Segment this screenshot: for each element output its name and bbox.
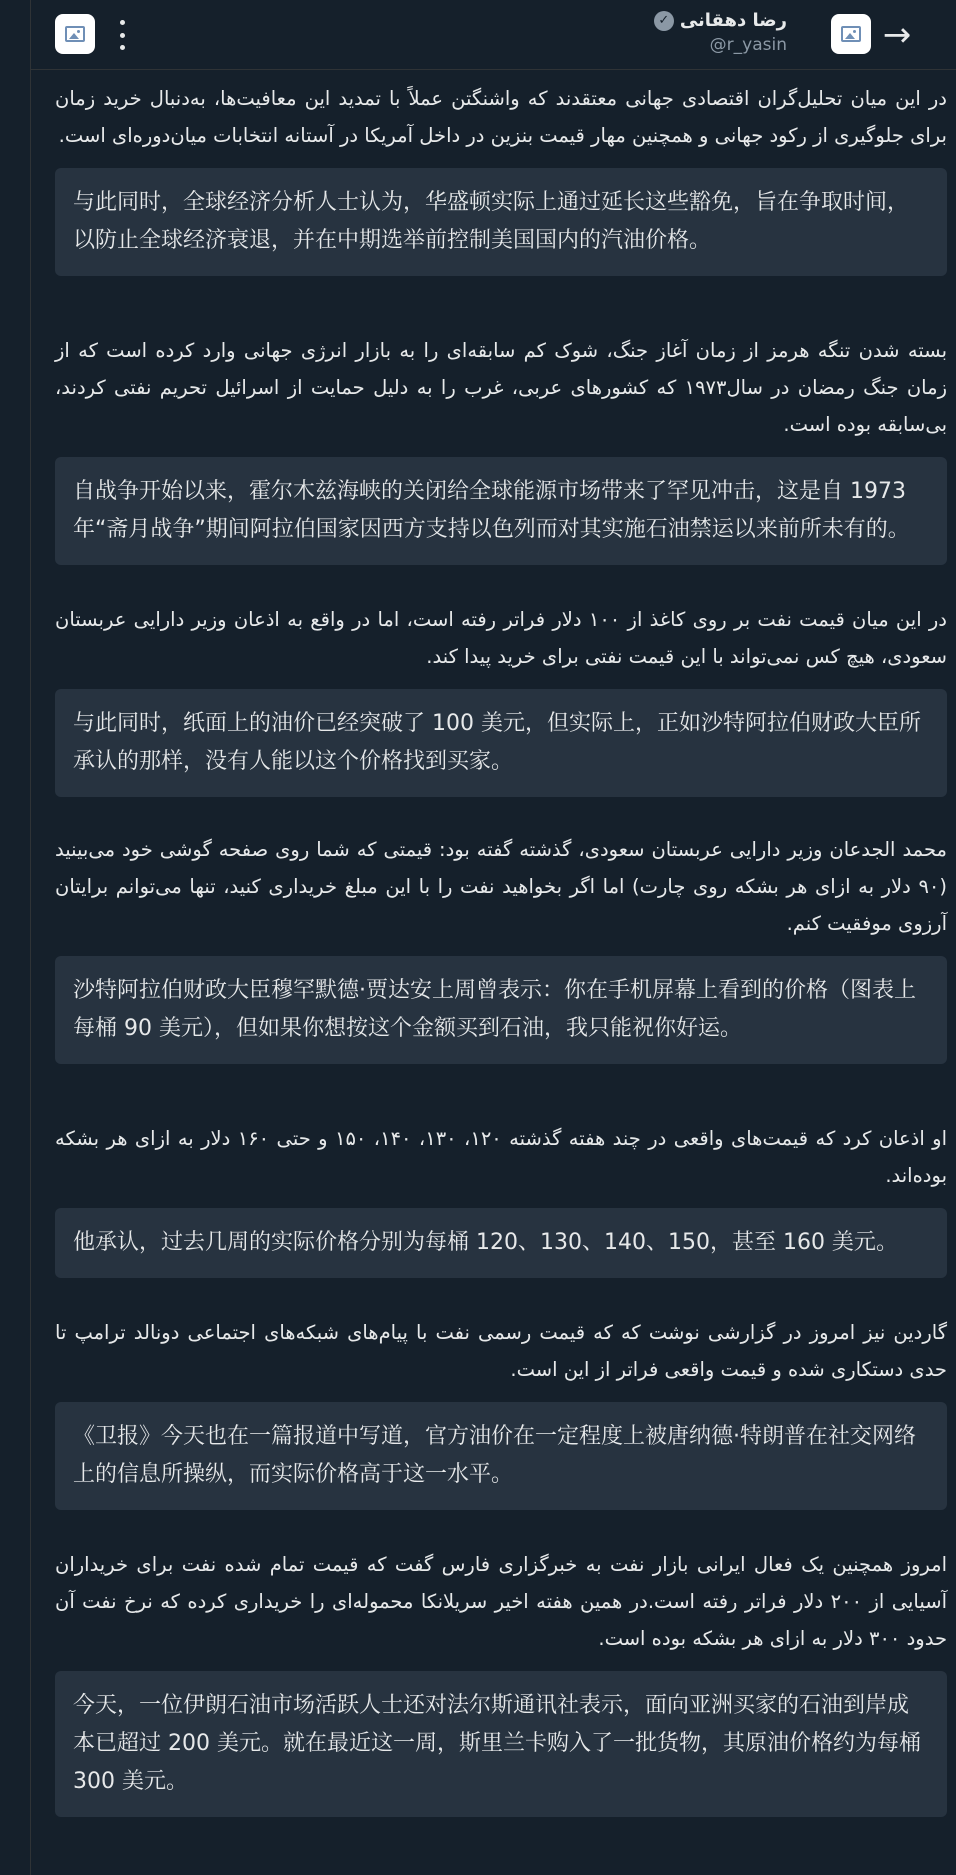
image-icon[interactable] (55, 14, 95, 54)
chinese-translation-box: 与此同时，全球经济分析人士认为，华盛顿实际上通过延长这些豁免，旨在争取时间，以防止全球经济衰退，并在中期选举前控制美国国内的汽油价格。 (55, 168, 947, 276)
author-name: رضا دهقانی (679, 10, 787, 31)
chinese-translation-box: 他承认，过去几周的实际价格分别为每桶 120、130、140、150，甚至 160 美元。 (55, 1208, 947, 1278)
top-bar (31, 0, 956, 70)
avatar[interactable] (831, 14, 871, 54)
chinese-translation-box: 自战争开始以来，霍尔木兹海峡的关闭给全球能源市场带来了罕见冲击，这是自 1973 年“斋月战争”期间阿拉伯国家因西方支持以色列而对其实施石油禁运以来前所未有的。 (55, 457, 947, 565)
verified-badge-icon: ✓ (654, 11, 674, 31)
persian-paragraph: محمد الجدعان وزیر دارایی عربستان سعودی، گذشته گفته بود: قیمتی که شما روی صفحه گوشی خود می‌بینید (۹۰ دلار به ازای هر بشکه روی چارت) اما اگر بخواهید نفت را با این مبلغ خریداری کنید، تنها می‌توانم برایتان آرزوی موفقیت کنم. (55, 838, 947, 935)
persian-paragraph: او اذعان کرد که قیمت‌های واقعی در چند هفته گذشته ۱۲۰، ۱۳۰، ۱۴۰، ۱۵۰ و حتی ۱۶۰ دلار به ازای هر بشکه بوده‌اند. (55, 1127, 947, 1187)
chinese-translation-box: 与此同时，纸面上的油价已经突破了 100 美元，但实际上，正如沙特阿拉伯财政大臣所承认的那样，没有人能以这个价格找到买家。 (55, 689, 947, 797)
arrow-right-icon[interactable]: → (882, 15, 912, 55)
persian-paragraph: در این میان تحلیل‌گران اقتصادی جهانی معتقدند که واشنگتن عملاً با تمدید این معافیت‌ها، به‌دنبال خرید زمان برای جلوگیری از رکود جهانی و همچنین مهار قیمت بنزین در داخل آمریکا در آستانه انتخابات میان‌دوره‌ای است. (55, 87, 947, 147)
thread-content (55, 80, 947, 1817)
persian-paragraph: امروز همچنین یک فعال ایرانی بازار نفت به خبرگزاری فارس گفت که قیمت تمام شده نفت برای خریداران آسیایی از ۲۰۰ دلار فراتر رفته است.در همین هفته اخیر سریلانکا محموله‌ای را خریداری کرده که نرخ نفت آن حدود ۳۰۰ دلار به ازای هر بشکه بوده است. (55, 1553, 948, 1650)
author-name-row (654, 10, 787, 31)
author-block[interactable] (547, 10, 787, 55)
app-frame (30, 0, 956, 1875)
more-vertical-icon[interactable] (117, 20, 127, 50)
chinese-translation-box: 《卫报》今天也在一篇报道中写道，官方油价在一定程度上被唐纳德·特朗普在社交网络上的信息所操纵，而实际价格高于这一水平。 (55, 1402, 947, 1510)
persian-paragraph: گاردین نیز امروز در گزارشی نوشت که که قیمت رسمی نفت با پیام‌های شبکه‌های اجتماعی دونالد ترامپ تا حدی دستکاری شده و قیمت واقعی فراتر از این است. (55, 1321, 947, 1381)
chinese-translation-box: 沙特阿拉伯财政大臣穆罕默德·贾达安上周曾表示：你在手机屏幕上看到的价格（图表上每桶 90 美元），但如果你想按这个金额买到石油，我只能祝你好运。 (55, 956, 947, 1064)
chinese-translation-box: 今天，一位伊朗石油市场活跃人士还对法尔斯通讯社表示，面向亚洲买家的石油到岸成本已超过 200 美元。就在最近这一周，斯里兰卡购入了一批货物，其原油价格约为每桶 300 美元。 (55, 1671, 947, 1817)
author-handle: @r_yasin (709, 35, 787, 55)
persian-paragraph: در این میان قیمت نفت بر روی کاغذ از ۱۰۰ دلار فراتر رفته است، اما در واقع به اذعان وزیر دارایی عربستان سعودی، هیچ کس نمی‌تواند با این قیمت نفتی برای خرید پیدا کند. (55, 608, 947, 668)
persian-paragraph: بسته شدن تنگه هرمز از زمان آغاز جنگ، شوک کم سابقه‌ای را به بازار انرژی جهانی وارد کرده است که از زمان جنگ رمضان در سال۱۹۷۳ که کشورهای عربی، غرب را به دلیل حمایت از اسرائیل تحریم نفتی کردند، بی‌سابقه بوده است. (55, 339, 947, 436)
